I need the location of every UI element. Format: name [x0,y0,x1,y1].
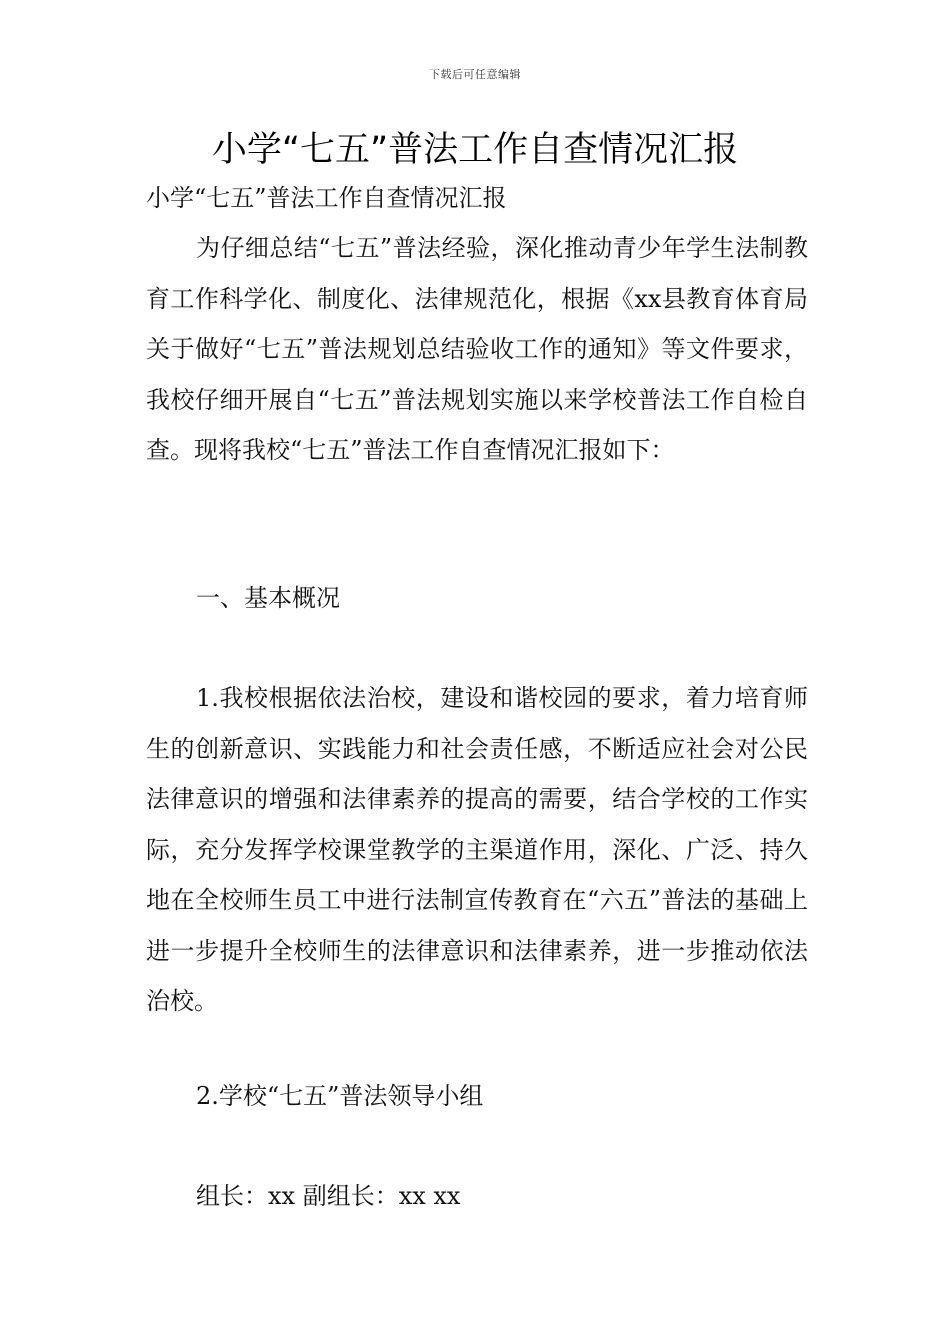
document-title: 小学“七五”普法工作自查情况汇报 [211,130,739,170]
group-leaders-line: 组长：xx 副组长：xx xx [196,1182,461,1210]
item-1-paragraph: 1.我校根据依法治校，建设和谐校园的要求，着力培育师生的创新意识、实践能力和社会责任感，不断适应社会对公民法律意识的增强和法律素养的提高的需要，结合学校的工作实际，充分发挥学校课堂教学的主渠道作用，深化、广泛、持久地在全校师生员工中进行法制宣传教育在“六五”普法的基础上进一步提升全校师生的法律意识和法律素养，进一步推动依法治校。 [146,684,808,1015]
header-note: 下载后可任意编辑 [429,68,521,81]
item-2-heading: 2.学校“七五”普法领导小组 [196,1082,484,1110]
document-subtitle: 小学“七五”普法工作自查情况汇报 [146,184,507,212]
intro-paragraph: 为仔细总结“七五”普法经验，深化推动青少年学生法制教育工作科学化、制度化、法律规范化，根据《xx县教育体育局关于做好“七五”普法规划总结验收工作的通知》等文件要求，我校仔细开展自“七五”普法规划实施以来学校普法工作自检自查。现将我校“七五”普法工作自查情况汇报如下： [146,234,808,464]
section-heading-basic-overview: 一、基本概况 [196,584,340,612]
